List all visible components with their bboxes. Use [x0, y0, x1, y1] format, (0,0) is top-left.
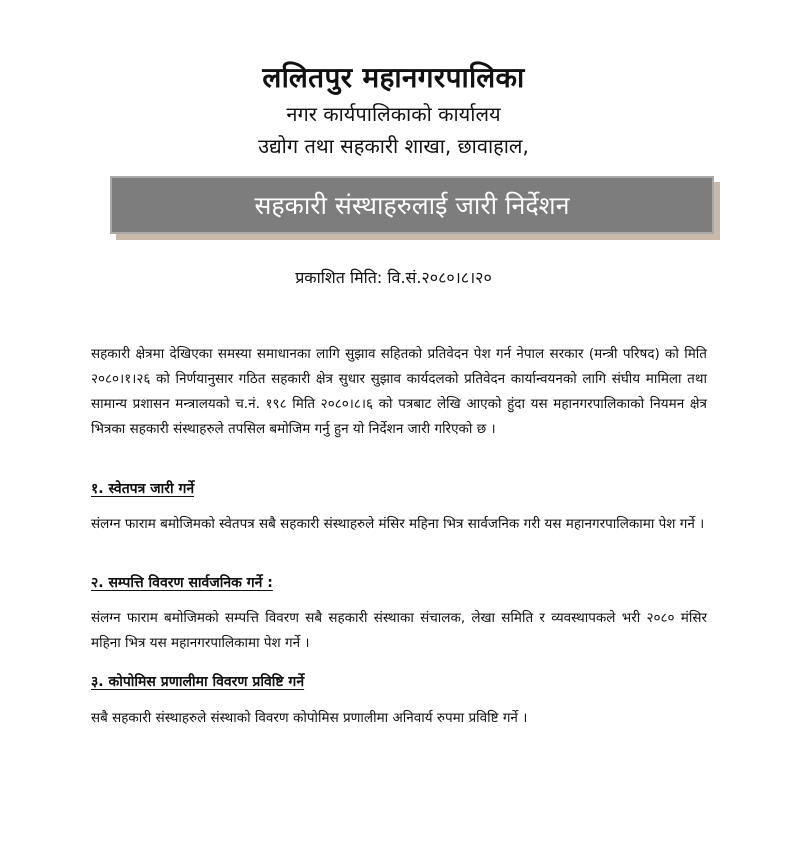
section-2-title: २. सम्पत्ति विवरण सार्वजनिक गर्ने :: [91, 575, 273, 591]
published-date: प्रकाशित मिति: वि.सं.२०८०।८।२०: [295, 268, 492, 287]
intro-paragraph: सहकारी क्षेत्रमा देखिएका समस्या समाधानका लागि सुझाव सहितको प्रतिवेदन पेश गर्न नेपाल सरकार (मन्त्री परिषद) को मिति २०८०।१।२६ को निर्णयानुसार गठित सहकारी क्षेत्र सुधार सुझाव कार्यदलको प्रतिवेदन कार्यान्वयनको लागि संघीय मामिला तथा सामान्य प्रशासन मन्त्रालयको च.नं. १९८ मिति २०८०।८।६ को पत्रबाट लेखि आएको हुंदा यस महानगरपालिकाको नियमन क्षेत्र भित्रका सहकारी संस्थाहरुले तपसिल बमोजिम गर्नु हुन यो निर्देशन जारी गरिएको छ ।: [91, 346, 707, 437]
branch-name: उद्योग तथा सहकारी शाखा, छावाहाल,: [258, 134, 529, 158]
organization-name: ललितपुर महानगरपालिका: [262, 61, 525, 94]
section-2-body: संलग्न फाराम बमोजिमको सम्पत्ति विवरण सबै सहकारी संस्थाका संचालक, लेखा समिति र व्यवस्थापकले भरी २०८० मंसिर महिना भित्र यस महानगरपालिकामा पेश गर्ने ।: [91, 610, 707, 651]
section-1-title: १. स्वेतपत्र जारी गर्ने: [91, 481, 195, 497]
notice-title: सहकारी संस्थाहरुलाई जारी निर्देशन: [254, 191, 570, 220]
section-1-body: संलग्न फाराम बमोजिमको स्वेतपत्र सबै सहकारी संस्थाहरुले मंसिर महिना भित्र सार्वजनिक गरी यस महानगरपालिकामा पेश गर्ने ।: [91, 516, 705, 532]
office-name: नगर कार्यपालिकाको कार्यालय: [286, 102, 501, 126]
section-3-body: सबै सहकारी संस्थाहरुले संस्थाको विवरण कोपोमिस प्रणालीमा अनिवार्य रुपमा प्रविष्टि गर्ने ।: [91, 710, 528, 726]
notice-title-banner: [110, 176, 714, 234]
section-3-title: ३. कोपोमिस प्रणालीमा विवरण प्रविष्टि गर्ने: [91, 674, 305, 690]
